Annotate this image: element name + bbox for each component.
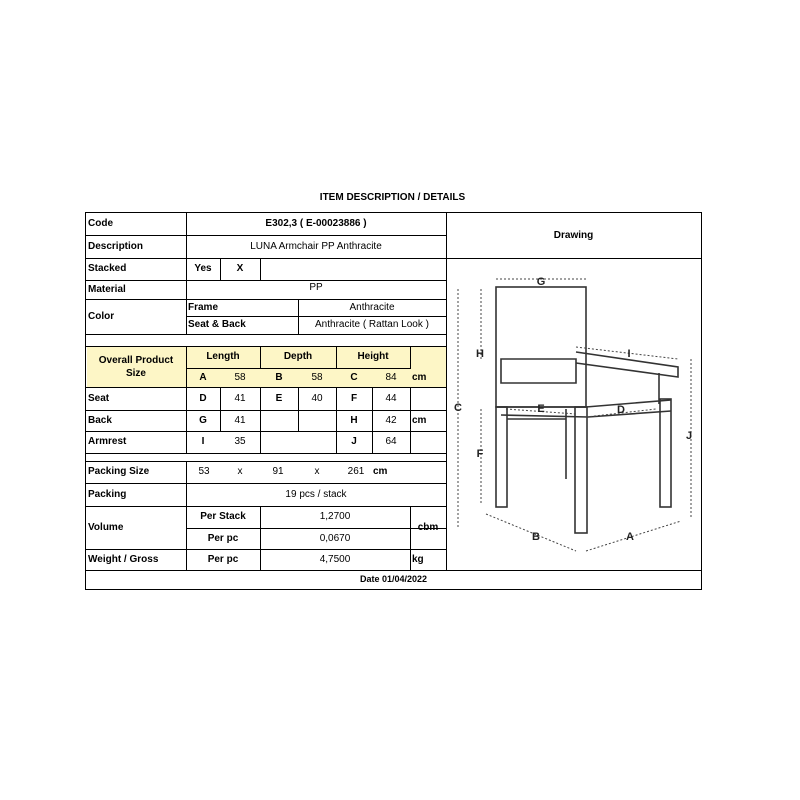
dim-g-letter: G [199, 414, 207, 426]
chair-diagram [446, 259, 701, 569]
volume-per-pc-label: Per pc [207, 532, 239, 544]
stacked-label: Stacked [88, 263, 127, 274]
label-f: F [476, 448, 484, 460]
label-d: D [617, 404, 625, 416]
label-b: B [532, 531, 540, 543]
chair-drawing [446, 259, 701, 569]
dim-d-letter: D [199, 392, 207, 404]
per-stack-label: Per Stack [200, 511, 246, 522]
depth-header: Depth [283, 351, 313, 362]
label-h: H [476, 348, 484, 360]
dim-b-letter: B [275, 371, 283, 383]
length-header: Length [206, 351, 240, 362]
dim-h-letter: H [350, 414, 358, 426]
volume-per-pc-value: 0,0670 [319, 532, 351, 544]
sheet-date: Date 01/04/2022 [359, 574, 428, 584]
dim-i-value: 35 [234, 436, 246, 447]
material-label: Material [88, 283, 126, 295]
dim-i-letter: I [201, 436, 205, 447]
color-seat-value: Anthracite ( Rattan Look ) [315, 319, 429, 330]
volume-label: Volume [88, 521, 124, 533]
packing-x2: x [314, 466, 320, 477]
dim-j-letter: J [351, 436, 357, 447]
color-frame-value: Anthracite [349, 301, 395, 313]
code-value: E302,3 ( E-00023886 ) [265, 218, 367, 229]
label-a: A [626, 531, 634, 543]
color-frame-label: Frame [188, 301, 219, 313]
drawing-title: Drawing [553, 229, 594, 241]
volume-unit: cbm [417, 521, 439, 533]
label-g: G [536, 276, 546, 288]
stacked-yes: Yes [194, 263, 212, 274]
label-c: C [454, 402, 462, 414]
color-label: Color [88, 310, 115, 322]
dim-e-value: 40 [311, 392, 323, 404]
per-stack-value: 1,2700 [319, 511, 351, 522]
details-sheet [85, 212, 702, 590]
overall-size-title: Overall Product Size [98, 355, 174, 379]
packing-label: Packing [88, 488, 127, 500]
stacked-mark: X [236, 263, 244, 274]
packing-size-label: Packing Size [88, 466, 150, 477]
dim-c-letter: C [350, 371, 358, 383]
weight-per-pc-label: Per pc [207, 553, 239, 565]
color-seat-label: Seat & Back [188, 319, 246, 330]
packing-width: 91 [272, 466, 284, 477]
armrest-label: Armrest [88, 436, 127, 447]
weight-label: Weight / Gross [88, 553, 159, 565]
back-label: Back [88, 414, 112, 426]
dim-a-letter: A [199, 371, 207, 383]
weight-unit: kg [412, 553, 424, 565]
weight-value: 4,7500 [319, 553, 351, 565]
dim-detail-unit: cm [412, 414, 427, 426]
dim-h-value: 42 [385, 414, 397, 426]
packing-value: 19 pcs / stack [285, 488, 347, 500]
dim-overall-unit: cm [412, 371, 427, 383]
dim-f-value: 44 [385, 392, 397, 404]
dim-f-letter: F [350, 392, 358, 404]
height-header: Height [357, 351, 389, 362]
packing-height: 261 [347, 466, 365, 477]
sheet-title: ITEM DESCRIPTION / DETAILS [319, 192, 466, 203]
dim-b-value: 58 [311, 371, 323, 383]
label-j: J [685, 430, 693, 442]
material-value: PP [309, 281, 323, 293]
description-label: Description [88, 240, 144, 252]
seat-label: Seat [88, 392, 110, 404]
dim-j-value: 64 [385, 436, 397, 447]
code-label: Code [88, 218, 113, 229]
dim-e-letter: E [275, 392, 283, 404]
dim-c-value: 84 [385, 371, 397, 383]
dim-d-value: 41 [234, 392, 246, 404]
label-e: E [537, 403, 545, 415]
packing-length: 53 [198, 466, 210, 477]
label-i: I [627, 348, 631, 360]
dim-g-value: 41 [234, 414, 246, 426]
packing-size-unit: cm [373, 466, 388, 477]
packing-x1: x [237, 466, 243, 477]
dim-a-value: 58 [234, 371, 246, 383]
description-value: LUNA Armchair PP Anthracite [250, 240, 382, 252]
